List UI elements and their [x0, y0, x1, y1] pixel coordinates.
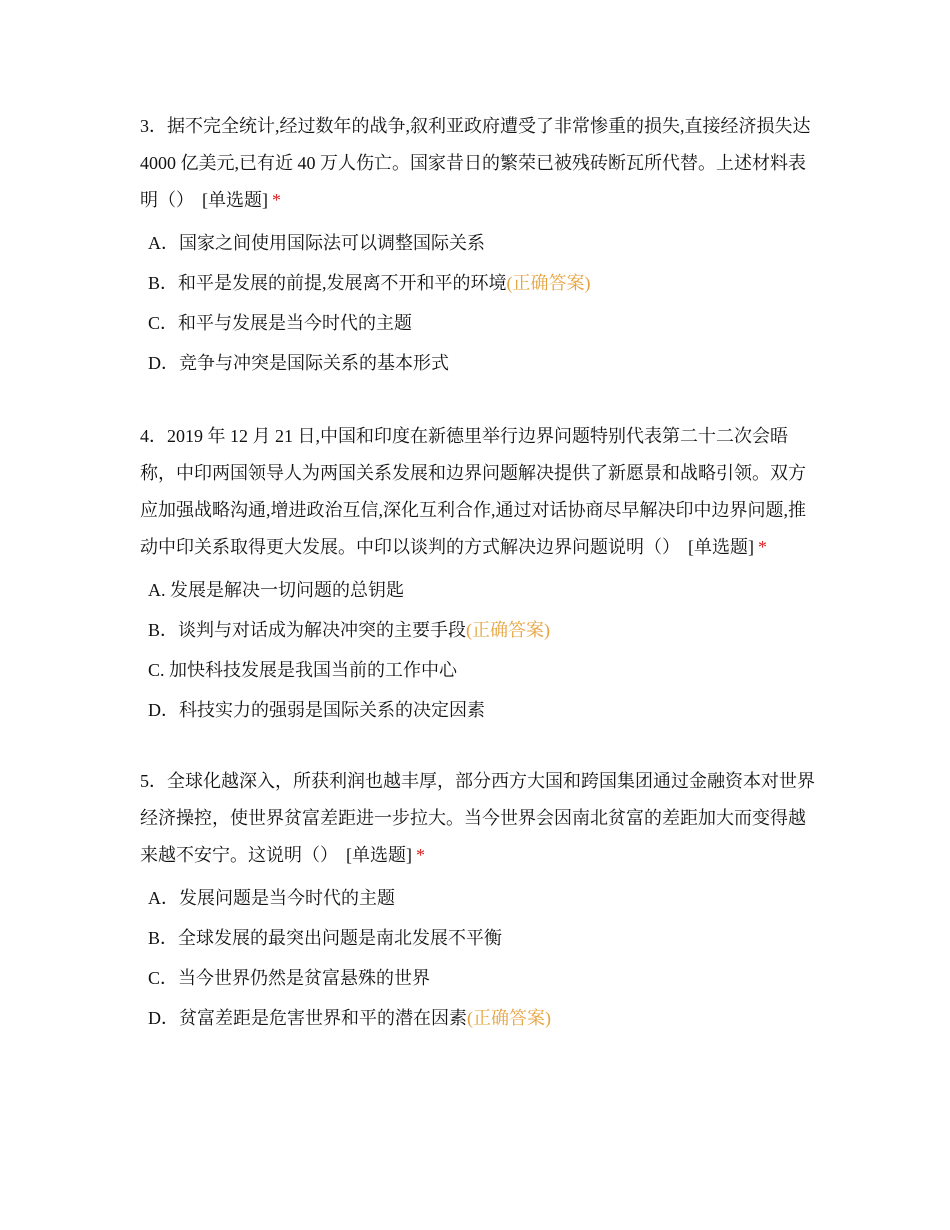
question-stem-text: 3．据不完全统计,经过数年的战争,叙利亚政府遭受了非常惨重的损失,直接经济损失达 4000 亿美元,已有近 40 万人伤亡。国家昔日的繁荣已被残砖断瓦所代替。上述材料表明（）: [140, 116, 811, 210]
question-3: [140, 108, 820, 376]
option-a[interactable]: [140, 230, 820, 256]
option-c[interactable]: [140, 965, 820, 991]
correct-answer-label: (正确答案): [467, 1008, 551, 1028]
option-text: B．和平是发展的前提,发展离不开和平的环境: [148, 273, 507, 293]
option-b[interactable]: [140, 925, 820, 951]
option-list: [140, 885, 820, 1031]
option-c[interactable]: [140, 657, 820, 683]
question-stem-text: 4．2019 年 12 月 21 日,中国和印度在新德里举行边界问题特别代表第二十二次会晤称，中印两国领导人为两国关系发展和边界问题解决提供了新愿景和战略引领。双方应加强战略沟通,增进政治互信,深化互利合作,通过对话协商尽早解决印中边界问题,推动中印关系取得更大发展。中印以谈判的方式解决边界问题说明（）: [140, 426, 806, 557]
option-d[interactable]: [140, 697, 820, 723]
option-text: D．科技实力的强弱是国际关系的决定因素: [148, 700, 485, 720]
option-text: D．贫富差距是危害世界和平的潜在因素: [148, 1008, 467, 1028]
correct-answer-label: (正确答案): [466, 620, 551, 640]
option-text: A．国家之间使用国际法可以调整国际关系: [148, 233, 485, 253]
option-c[interactable]: [140, 310, 820, 336]
question-4: [140, 418, 820, 723]
required-mark: *: [416, 845, 425, 865]
question-stem: [140, 763, 820, 874]
option-text: A. 发展是解决一切问题的总钥匙: [148, 580, 404, 600]
question-stem: [140, 108, 820, 219]
option-d[interactable]: [140, 1005, 820, 1031]
option-a[interactable]: [140, 885, 820, 911]
option-list: [140, 230, 820, 376]
question-type-label: [单选题]: [346, 845, 412, 865]
option-text: D．竞争与冲突是国际关系的基本形式: [148, 353, 449, 373]
option-text: C．当今世界仍然是贫富悬殊的世界: [148, 968, 431, 988]
option-list: [140, 577, 820, 723]
option-text: B．谈判与对话成为解决冲突的主要手段: [148, 620, 467, 640]
required-mark: *: [272, 190, 281, 210]
quiz-document: [140, 108, 820, 1045]
question-stem: [140, 418, 820, 566]
option-a[interactable]: [140, 577, 820, 603]
question-5: [140, 763, 820, 1031]
option-b[interactable]: [140, 617, 820, 643]
option-b[interactable]: [140, 270, 820, 296]
option-text: C．和平与发展是当今时代的主题: [148, 313, 413, 333]
question-stem-text: 5．全球化越深入，所获利润也越丰厚，部分西方大国和跨国集团通过金融资本对世界经济操控，使世界贫富差距进一步拉大。当今世界会因南北贫富的差距加大而变得越来越不安宁。这说明（）: [140, 771, 815, 865]
correct-answer-label: (正确答案): [506, 273, 591, 293]
option-text: A．发展问题是当今时代的主题: [148, 888, 395, 908]
question-type-label: [单选题]: [202, 190, 268, 210]
option-d[interactable]: [140, 350, 820, 376]
option-text: B．全球发展的最突出问题是南北发展不平衡: [148, 928, 503, 948]
option-text: C. 加快科技发展是我国当前的工作中心: [148, 660, 458, 680]
question-type-label: [单选题]: [688, 537, 754, 557]
required-mark: *: [758, 537, 767, 557]
